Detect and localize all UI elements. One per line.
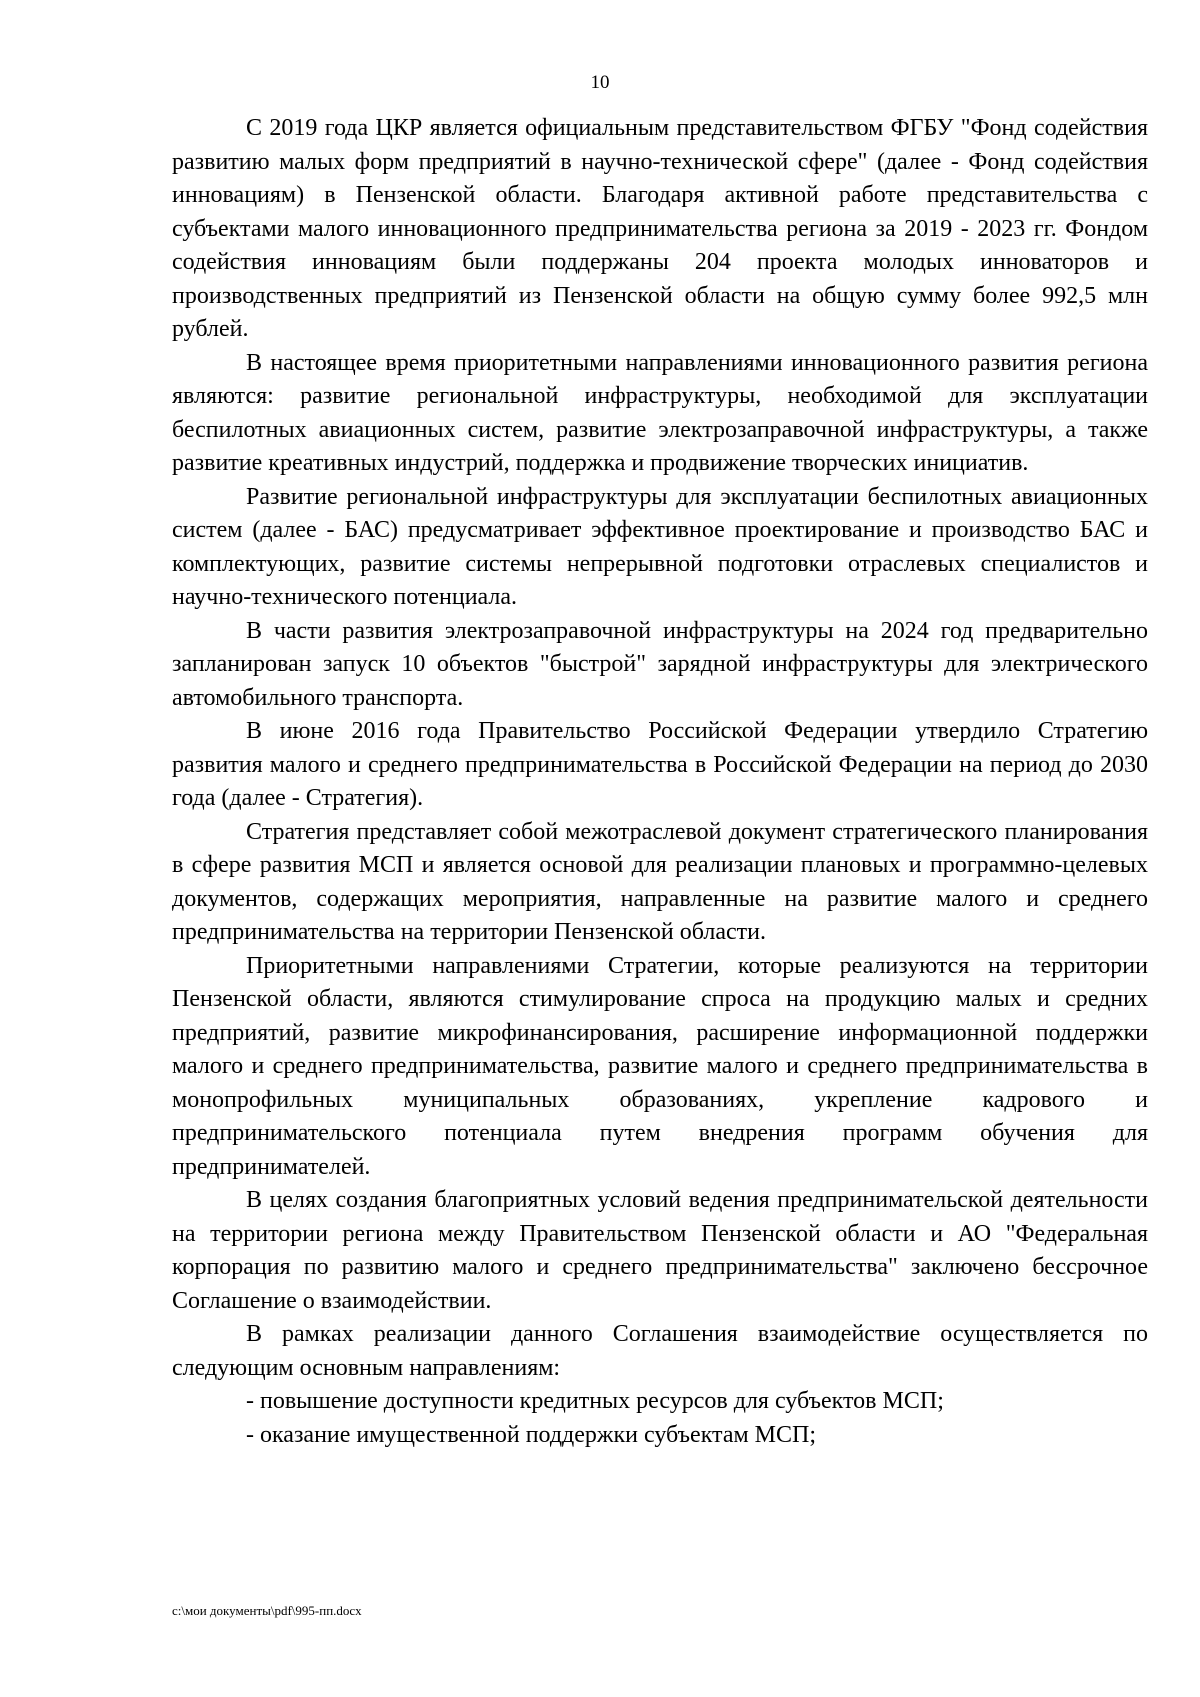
paragraph: С 2019 года ЦКР является официальным представительством ФГБУ "Фонд содействия развитию малых форм предприятий в научно-технической сфере" (далее - Фонд содействия инновациям) в Пензенской области. Благодаря активной работе представительства с субъектами малого инновационного предпринимательства региона за 2019 - 2023 гг. Фондом содействия инновациям были поддержаны 204 проекта молодых инноваторов и производственных предприятий из Пензенской области на общую сумму более 992,5 млн рублей. <box>172 115 1148 342</box>
page-number: 10 <box>590 72 610 93</box>
paragraph: Развитие региональной инфраструктуры для эксплуатации беспилотных авиационных систем (далее - БАС) предусматривает эффективное проектирование и производство БАС и комплектующих, развитие системы непрерывной подготовки отраслевых специалистов и научно-технического потенциала. <box>172 483 1148 610</box>
paragraph: В целях создания благоприятных условий ведения предпринимательской деятельности на территории региона между Правительством Пензенской области и АО "Федеральная корпорация по развитию малого и среднего предпринимательства" заключено бессрочное Соглашение о взаимодействии. <box>172 1187 1148 1314</box>
document-body <box>172 112 1148 1452</box>
paragraph: В настоящее время приоритетными направлениями инновационного развития региона являются: развитие региональной инфраструктуры, необходимой для эксплуатации беспилотных авиационных систем, развитие электрозаправочной инфраструктуры, а также развитие креативных индустрий, поддержка и продвижение творческих инициатив. <box>172 349 1148 476</box>
paragraph: Стратегия представляет собой межотраслевой документ стратегического планирования в сфере развития МСП и является основой для реализации плановых и программно-целевых документов, содержащих мероприятия, направленные на развитие малого и среднего предпринимательства на территории Пензенской области. <box>172 818 1148 945</box>
footer-file-path: c:\мои документы\pdf\995-пп.docx <box>172 1603 362 1618</box>
list-item: - повышение доступности кредитных ресурсов для субъектов МСП; <box>246 1388 944 1414</box>
list-item: - оказание имущественной поддержки субъектам МСП; <box>246 1421 817 1448</box>
paragraph: В рамках реализации данного Соглашения взаимодействие осуществляется по следующим основным направлениям: <box>172 1321 1148 1381</box>
paragraph: В июне 2016 года Правительство Российской Федерации утвердило Стратегию развития малого и среднего предпринимательства в Российской Федерации на период до 2030 года (далее - Стратегия). <box>172 718 1148 811</box>
paragraph: Приоритетными направлениями Стратегии, которые реализуются на территории Пензенской области, являются стимулирование спроса на продукцию малых и средних предприятий, развитие микрофинансирования, расширение информационной поддержки малого и среднего предпринимательства, развитие малого и среднего предпринимательства в монопрофильных муниципальных образованиях, укрепление кадрового и предпринимательского потенциала путем внедрения программ обучения для предпринимателей. <box>172 952 1148 1180</box>
paragraph: В части развития электрозаправочной инфраструктуры на 2024 год предварительно запланирован запуск 10 объектов "быстрой" зарядной инфраструктуры для электрического автомобильного транспорта. <box>172 617 1148 711</box>
